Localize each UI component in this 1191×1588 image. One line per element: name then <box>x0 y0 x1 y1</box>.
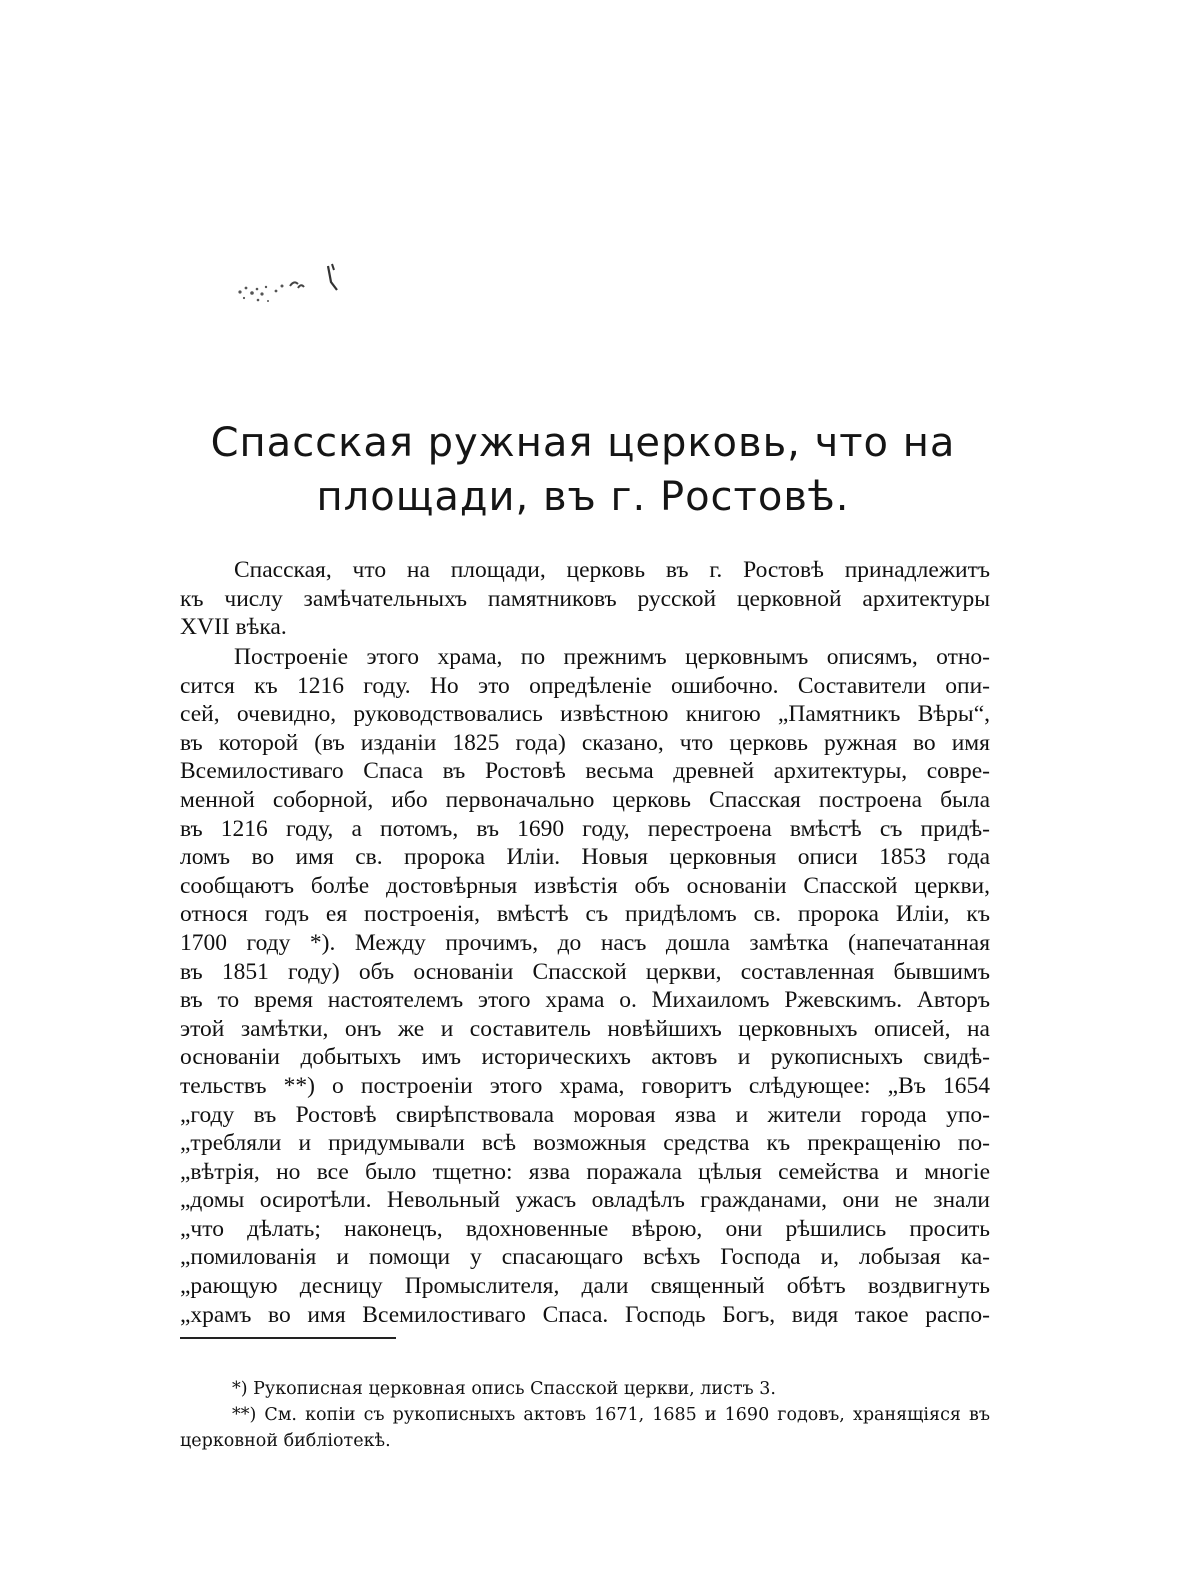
paragraph-1 <box>180 556 990 642</box>
paragraph-line: сообщаютъ болѣе достовѣрныя извѣстія объ основаніи Спасской церкви, <box>180 872 990 899</box>
paragraph-line: сей, очевидно, руководствовались извѣстною книгою „Памятникъ Вѣры“, <box>180 701 990 728</box>
paragraph-line: XVII вѣка. <box>180 614 287 641</box>
paragraph-line: менной соборной, ибо первоначально церковь Спасская построена была <box>180 786 990 813</box>
paragraph-line: Спасская, что на площади, церковь въ г. Ростовѣ принадлежитъ <box>234 557 990 583</box>
title-line-2: площади, въ г. Ростовѣ. <box>316 474 850 520</box>
paragraph-2 <box>180 643 990 1329</box>
paragraph-line: „храмъ во имя Всемилостиваго Спаса. Господь Богъ, видя такое распо- <box>180 1301 990 1328</box>
footnotes <box>180 1376 990 1454</box>
paragraph-line: „вѣтрія, но все было тщетно: язва поражала цѣлыя семейства и многіе <box>180 1158 990 1185</box>
paragraph-line: въ которой (въ изданіи 1825 года) сказано, что церковь ружная во имя <box>180 729 990 756</box>
paragraph-line: „требляли и придумывали всѣ возможныя средства къ прекращенію по- <box>180 1130 990 1157</box>
paragraph-line: 1700 году *). Между прочимъ, до насъ дошла замѣтка (напечатанная <box>180 929 990 956</box>
title-line-1: Спасская ружная церковь, что на <box>210 420 956 466</box>
page-title <box>160 416 1006 524</box>
paragraph-line: ломъ во имя св. пророка Иліи. Новыя церковныя описи 1853 года <box>180 844 990 871</box>
paragraph-line: тельствъ **) о построеніи этого храма, говоритъ слѣдующее: „Въ 1654 <box>180 1072 990 1099</box>
footnote-1: *) Рукописная церковная опись Спасской церкви, листъ 3. <box>232 1379 776 1399</box>
paragraph-line: Всемилостиваго Спаса въ Ростовѣ весьма древней архитектуры, совре- <box>180 758 990 785</box>
paragraph-line: „домы осиротѣли. Невольный ужасъ овладѣлъ гражданами, они не знали <box>180 1187 990 1214</box>
paragraph-line: сится къ 1216 году. Но это опредѣленіе ошибочно. Составители опи- <box>180 672 990 699</box>
paragraph-line: къ числу замѣчательныхъ памятниковъ русской церковной архитектуры <box>180 585 990 612</box>
footnote-2-text: **) См. копіи съ рукописныхъ актовъ 1671, 1685 и 1690 годовъ, хранящіяся въ церковной библіотекѣ. <box>180 1405 990 1451</box>
paragraph-line: Построеніе этого храма, по прежнимъ церковнымъ описямъ, отно- <box>234 644 990 670</box>
paragraph-line: въ 1851 году) объ основаніи Спасской церкви, составленная бывшимъ <box>180 958 990 985</box>
paragraph-line: относя годъ ея построенія, вмѣстѣ съ придѣломъ св. пророка Иліи, къ <box>180 901 990 928</box>
paragraph-line: „году въ Ростовѣ свирѣпствовала моровая язва и жители города упо- <box>180 1101 990 1128</box>
footnote-separator <box>180 1337 396 1339</box>
paragraph-line: въ то время настоятелемъ этого храма о. Михаиломъ Ржевскимъ. Авторъ <box>180 987 990 1014</box>
paragraph-line: „что дѣлать; наконецъ, вдохновенные вѣрою, они рѣшились просить <box>180 1215 990 1242</box>
paragraph-line: въ 1216 году, а потомъ, въ 1690 году, перестроена вмѣстѣ съ придѣ- <box>180 815 990 842</box>
paragraph-line: „помилованія и помощи у спасающаго всѣхъ Господа и, лобызая ка- <box>180 1244 990 1271</box>
footnote-2 <box>180 1402 990 1454</box>
paragraph-line: основаніи добытыхъ имъ историческихъ актовъ и рукописныхъ свидѣ- <box>180 1044 990 1071</box>
paragraph-line: „рающую десницу Промыслителя, дали священный обѣтъ воздвигнуть <box>180 1273 990 1300</box>
paragraph-line: этой замѣтки, онъ же и составитель новѣйшихъ церковныхъ описей, на <box>180 1015 990 1042</box>
library-stamp-mark <box>232 258 347 313</box>
